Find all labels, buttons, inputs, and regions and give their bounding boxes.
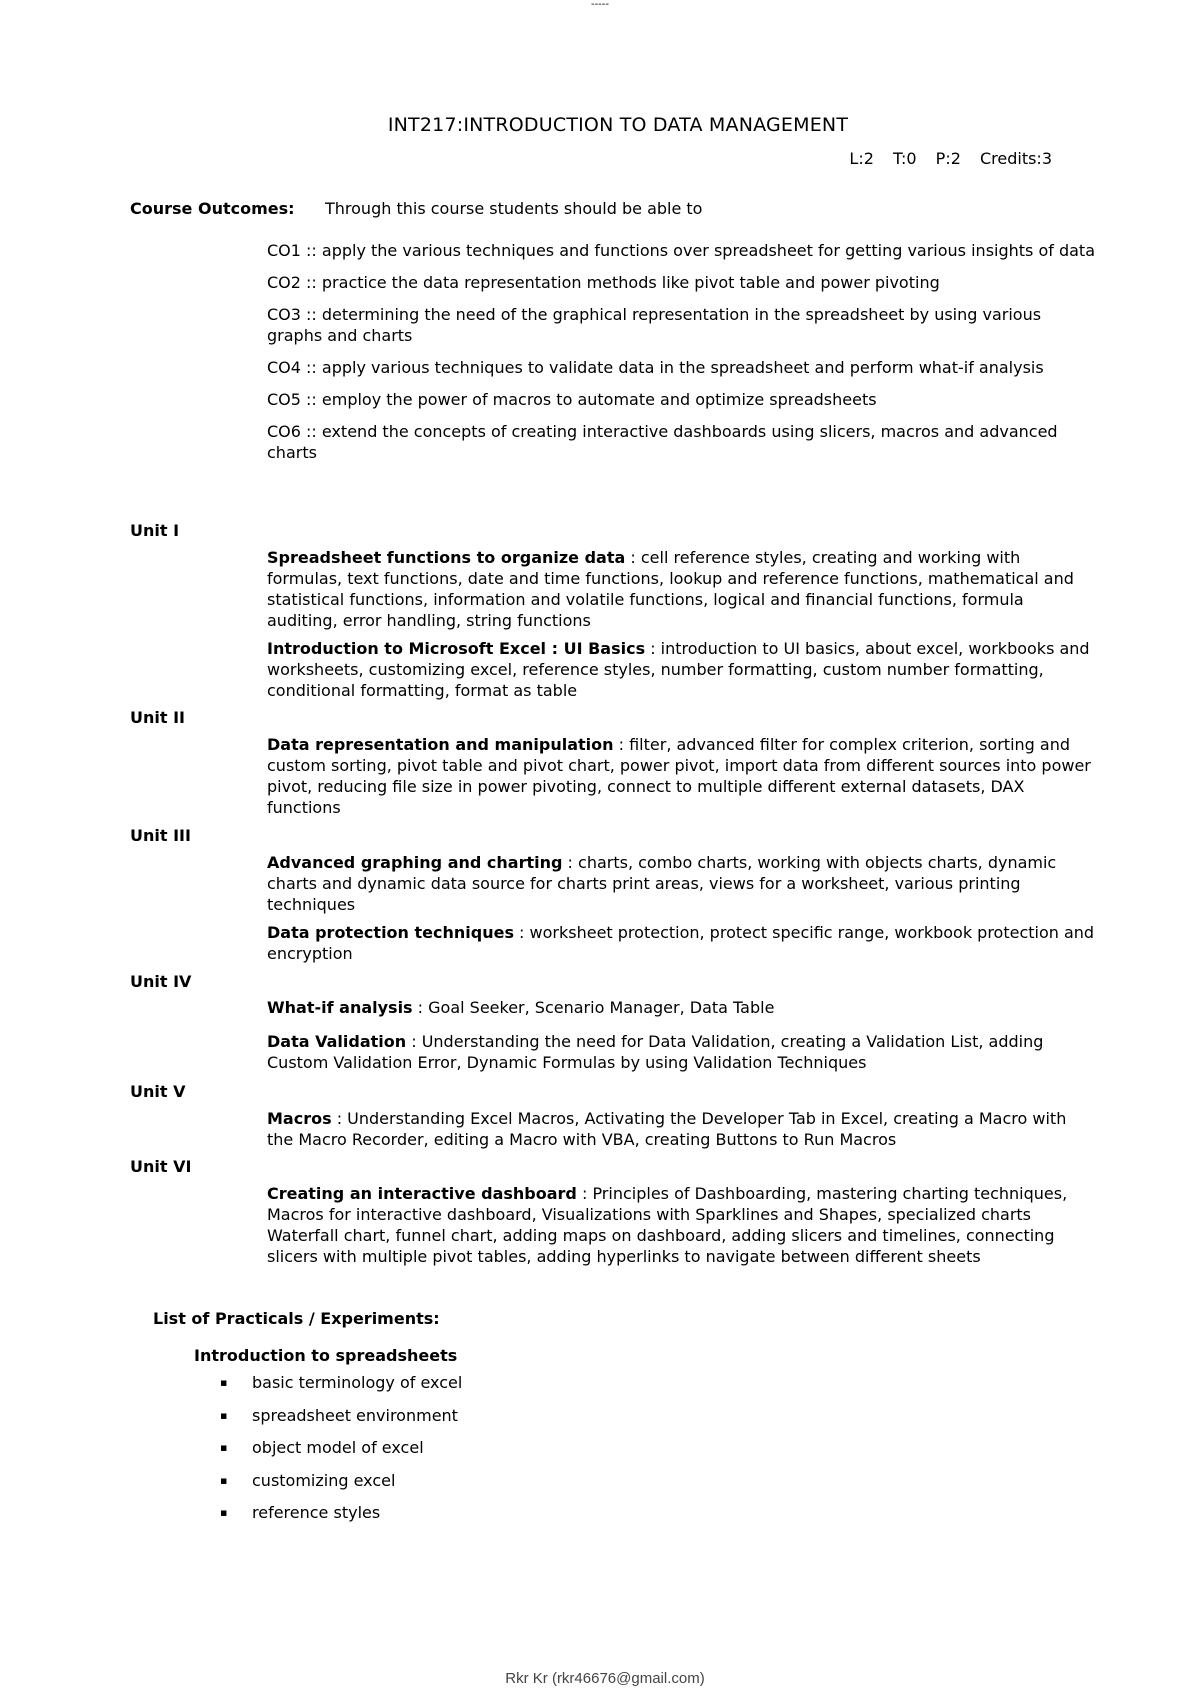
practicals-subheading: Introduction to spreadsheets xyxy=(194,1346,458,1365)
bullet-icon: ▪ xyxy=(220,1408,228,1422)
course-outcome-item: CO3 :: determining the need of the graphical representation in the spreadsheet by using various graphs and charts xyxy=(267,305,1042,345)
footer-watermark: Rkr Kr (rkr46676@gmail.com) xyxy=(505,1670,705,1687)
topic-text: : Goal Seeker, Scenario Manager, Data Table xyxy=(412,998,775,1017)
practicals-heading: List of Practicals / Experiments: xyxy=(153,1309,440,1328)
topic-text: : worksheet protection, protect specific range, workbook protection and encryption xyxy=(267,923,1095,963)
topic-text: : Understanding the need for Data Validation, creating a Validation List, adding Custom Validation Error, Dynamic Formulas by using Validation Techniques xyxy=(267,1032,1044,1072)
topic-title: Data representation and manipulation xyxy=(267,735,614,754)
unit-topic xyxy=(267,997,1097,1018)
topic-text: : introduction to UI basics, about excel, workbooks and worksheets, customizing excel, reference styles, number formatting, custom number formatting, conditional formatting, format as table xyxy=(267,639,1090,700)
unit-label: Unit II xyxy=(130,708,185,727)
list-item xyxy=(220,1437,462,1470)
unit-label: Unit VI xyxy=(130,1157,192,1176)
practicals-list xyxy=(220,1372,462,1535)
bullet-icon: ▪ xyxy=(220,1441,228,1454)
topic-title: Advanced graphing and charting xyxy=(267,853,563,872)
unit-topic xyxy=(267,922,1097,964)
topic-title: Data Validation xyxy=(267,1032,407,1051)
bullet-icon: ▪ xyxy=(220,1473,228,1487)
course-outcome-item: CO1 :: apply the various techniques and functions over spreadsheet for getting various insights of data xyxy=(267,241,1096,260)
topic-text: : Principles of Dashboarding, mastering charting techniques, Macros for interactive dashboard, Visualizations with Sparklines and Shapes, specialized charts Waterfall chart, funnel chart, adding maps on dashboard, adding slicers and timelines, connecting slicers with multiple pivot tables, adding hyperlinks to navigate between different sheets xyxy=(267,1184,1068,1266)
course-outcome-item: CO5 :: employ the power of macros to automate and optimize spreadsheets xyxy=(267,390,877,409)
list-item-text: reference styles xyxy=(252,1503,381,1522)
unit-label: Unit I xyxy=(130,521,180,540)
list-item-text: spreadsheet environment xyxy=(252,1405,458,1425)
bullet-icon: ▪ xyxy=(220,1506,228,1519)
course-title: INT217:INTRODUCTION TO DATA MANAGEMENT xyxy=(387,114,849,136)
unit-label: Unit V xyxy=(130,1082,186,1101)
unit-topic xyxy=(267,1108,1097,1150)
list-item xyxy=(220,1470,462,1503)
topic-title: Introduction to Microsoft Excel : UI Basics xyxy=(267,639,646,658)
list-item xyxy=(220,1405,462,1438)
topic-title: Macros xyxy=(267,1109,332,1128)
topic-text: : cell reference styles, creating and working with formulas, text functions, date and time functions, lookup and reference functions, mathematical and statistical functions, information and volatile functions, logical and financial functions, formula auditing, error handling, string functions xyxy=(267,548,1074,630)
topic-title: Spreadsheet functions to organize data xyxy=(267,548,626,567)
unit-topic xyxy=(267,852,1097,915)
course-outcomes-list xyxy=(267,240,1097,474)
unit-topic xyxy=(267,734,1097,818)
list-item-text: object model of excel xyxy=(252,1438,424,1457)
topic-text: : filter, advanced filter for complex criterion, sorting and custom sorting, pivot table and pivot chart, power pivot, import data from different sources into power pivot, reducing file size in power pivoting, connect to multiple different external datasets, DAX functions xyxy=(267,735,1091,817)
list-item-text: basic terminology of excel xyxy=(252,1373,463,1392)
topic-title: What-if analysis xyxy=(267,998,413,1017)
bullet-icon: ▪ xyxy=(220,1376,228,1389)
topic-text: : charts, combo charts, working with objects charts, dynamic charts and dynamic data source for charts print areas, views for a worksheet, various printing techniques xyxy=(267,853,1057,914)
unit-label: Unit III xyxy=(130,826,191,845)
course-outcomes-intro: Through this course students should be able to xyxy=(325,199,703,218)
course-outcome-item: CO4 :: apply various techniques to validate data in the spreadsheet and perform what-if analysis xyxy=(267,358,1044,377)
unit-topic xyxy=(267,547,1097,631)
topic-title: Creating an interactive dashboard xyxy=(267,1184,577,1203)
course-outcome-item: CO6 :: extend the concepts of creating interactive dashboards using slicers, macros and advanced charts xyxy=(267,422,1058,462)
topic-text: : Understanding Excel Macros, Activating the Developer Tab in Excel, creating a Macro with the Macro Recorder, editing a Macro with VBA, creating Buttons to Run Macros xyxy=(267,1109,1067,1149)
list-item xyxy=(220,1502,462,1535)
topic-title: Data protection techniques xyxy=(267,923,514,942)
unit-topic xyxy=(267,1031,1097,1073)
list-item xyxy=(220,1372,462,1405)
unit-topic xyxy=(267,1183,1097,1267)
course-outcomes-heading: Course Outcomes: xyxy=(130,199,295,218)
credits-line: L:2 T:0 P:2 Credits:3 xyxy=(849,149,1052,168)
header-mark: ----- xyxy=(590,0,610,10)
unit-label: Unit IV xyxy=(130,972,192,991)
list-item-text: customizing excel xyxy=(252,1470,396,1490)
unit-topic xyxy=(267,638,1097,701)
course-outcome-item: CO2 :: practice the data representation methods like pivot table and power pivoting xyxy=(267,273,940,292)
